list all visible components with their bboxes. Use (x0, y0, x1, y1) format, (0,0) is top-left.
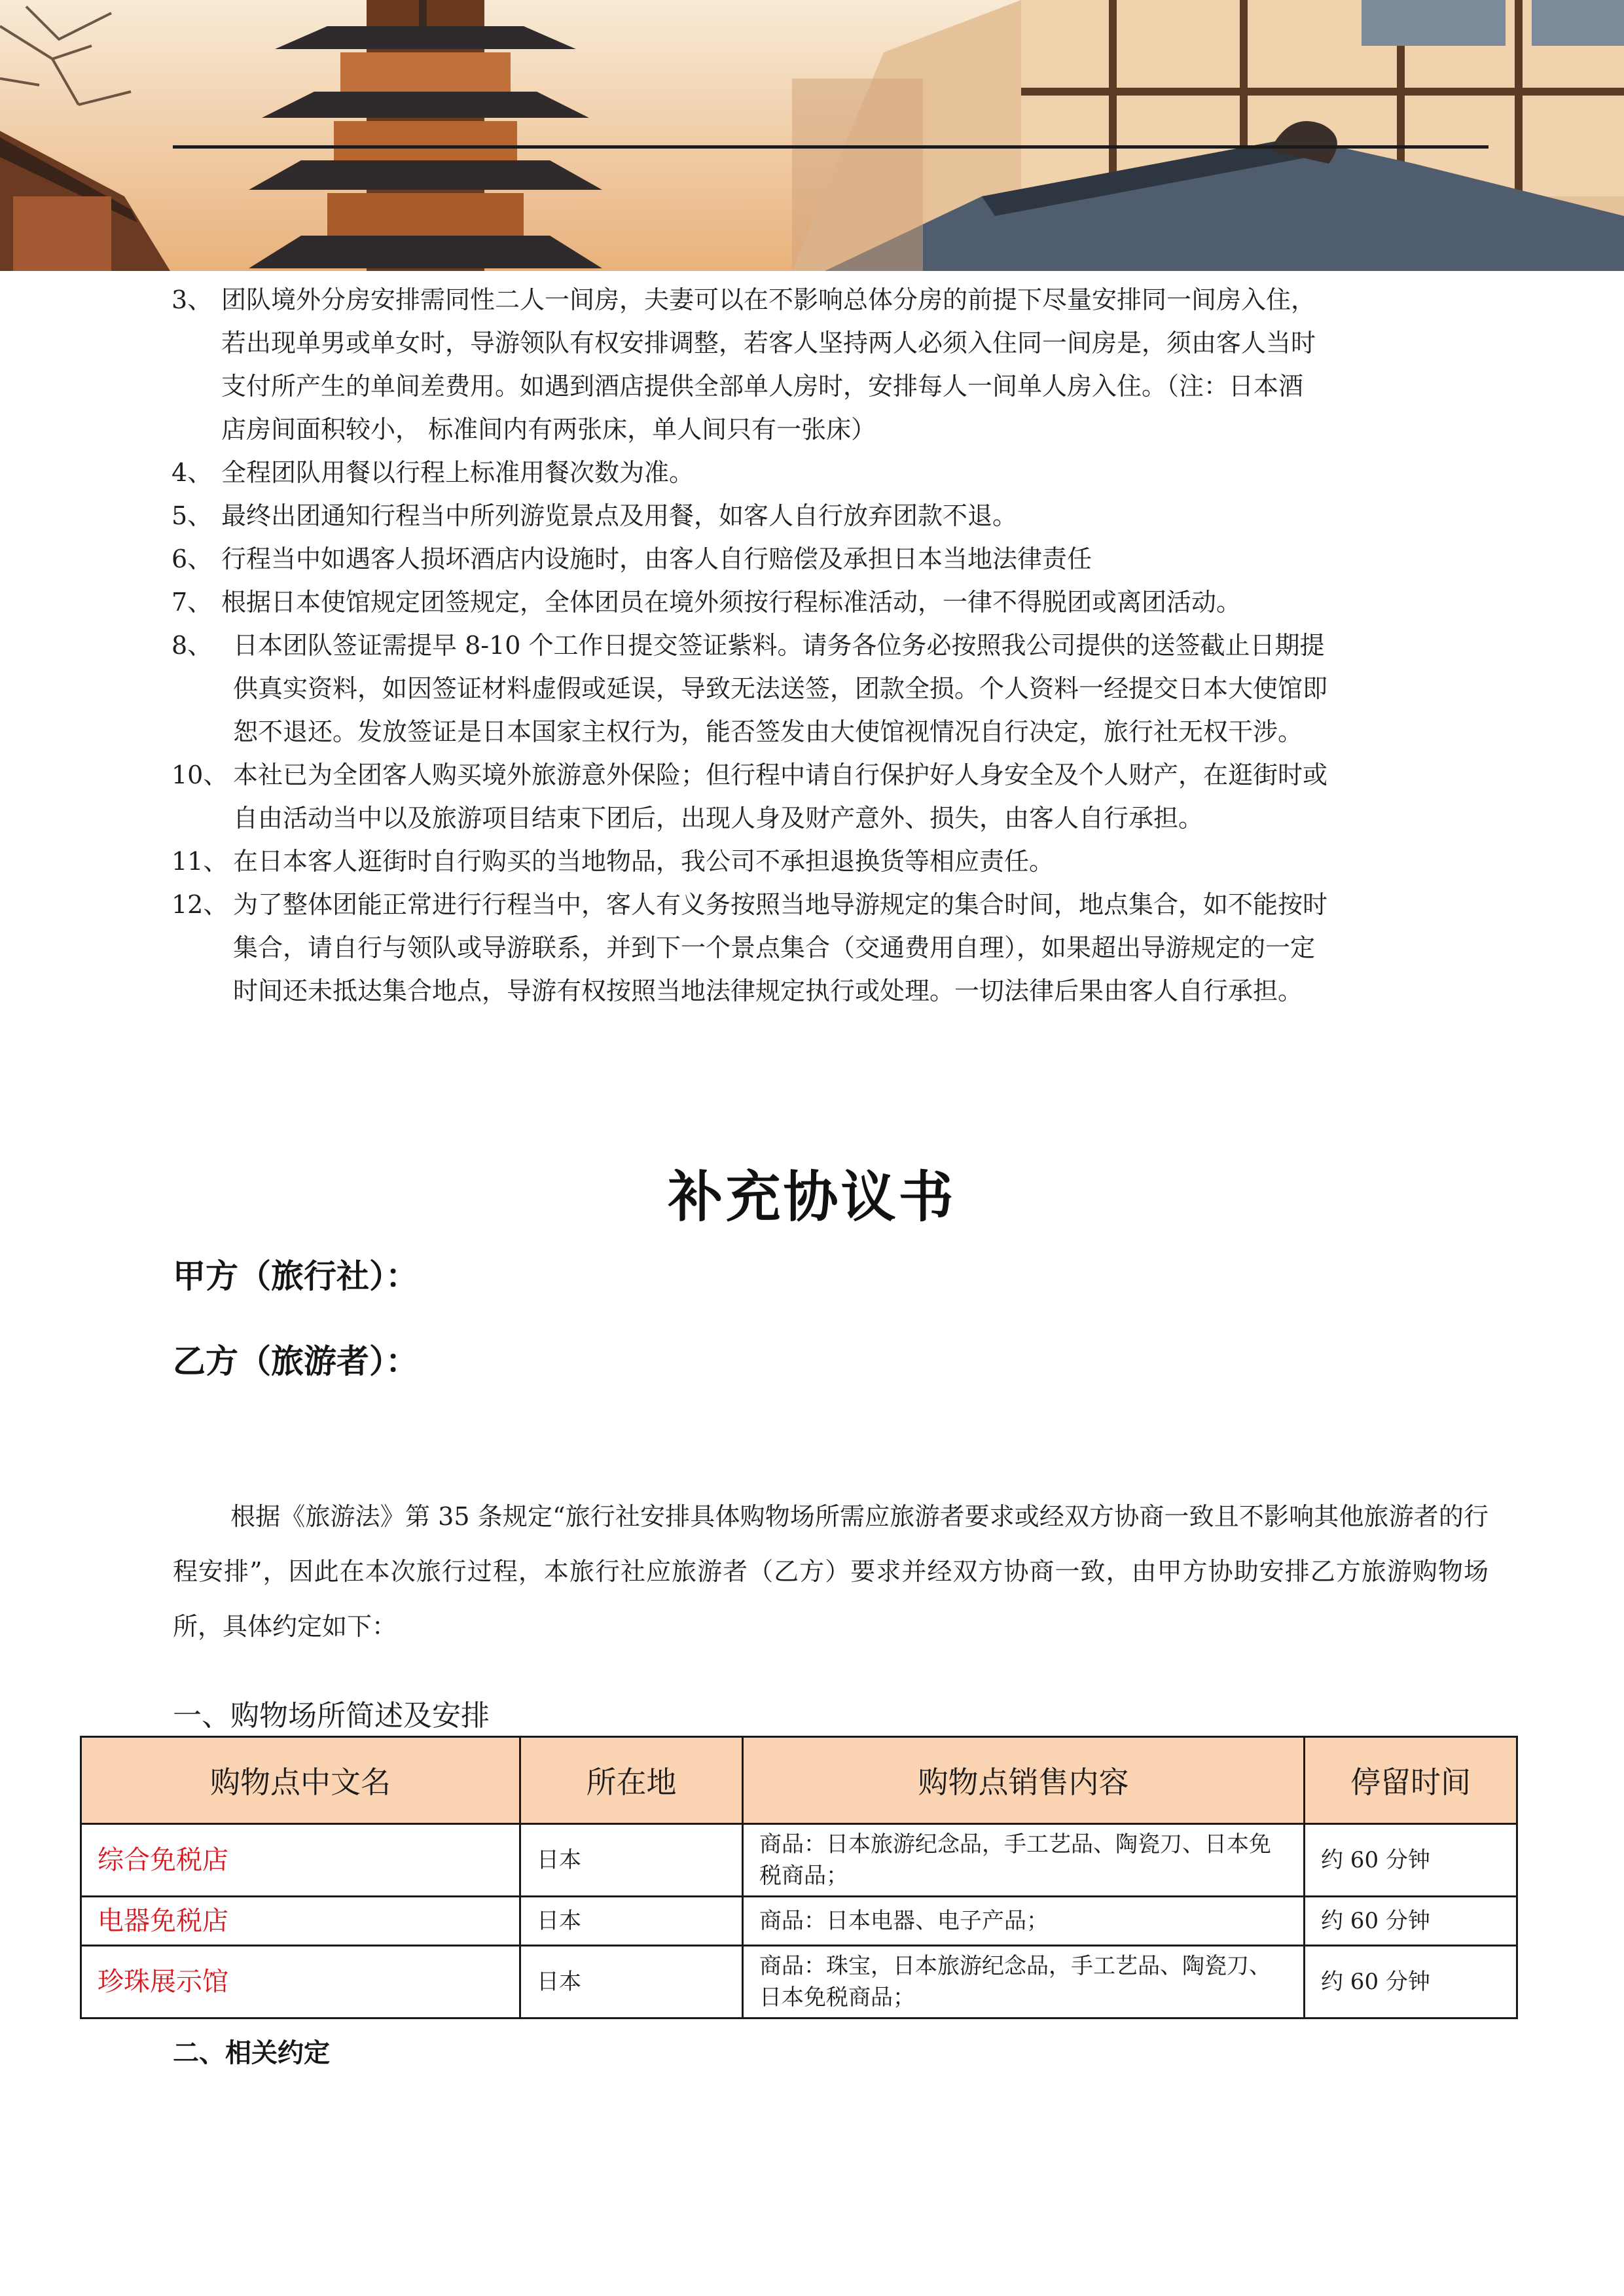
clause-number: 7、 (171, 588, 213, 617)
table-row (81, 1897, 1517, 1946)
stay-time-cell: 约 60 分钟 (1305, 1897, 1517, 1946)
location-cell: 日本 (520, 1824, 743, 1897)
table-row (81, 1946, 1517, 2018)
pagoda-illustration (0, 0, 1624, 271)
clause-number: 12、 (171, 890, 228, 919)
clause-line: 全程团队用餐以行程上标准用餐次数为准。 (221, 458, 695, 487)
shopping-table (80, 1736, 1518, 2019)
clause-number: 8、 (171, 631, 213, 660)
clause-line: 店房间面积较小， 标准间内有两张床，单人间只有一张床） (221, 415, 876, 444)
clause-line: 团队境外分房安排需同性二人一间房，夫妻可以在不影响总体分房的前提下尽量安排同一间房入住， (221, 285, 1316, 314)
clause-number: 3、 (171, 285, 213, 314)
clause-line: 根据日本使馆规定团签规定，全体团员在境外须按行程标准活动，一律不得脱团或离团活动。 (221, 588, 1242, 617)
header-shop-name: 购物点中文名 (81, 1737, 520, 1824)
clause-line: 本社已为全团客人购买境外旅游意外保险；但行程中请自行保护好人身安全及个人财产，在逛街时或 (233, 761, 1328, 789)
header-divider-line (173, 145, 1489, 149)
clause-line: 恕不退还。发放签证是日本国家主权行为，能否签发由大使馆视情况自行决定，旅行社无权干涉。 (233, 717, 1303, 746)
clause-line: 日本团队签证需提早 8-10 个工作日提交签证紫料。请务各位务必按照我公司提供的送签截止日期提 (233, 631, 1325, 660)
location-cell: 日本 (520, 1897, 743, 1946)
clause-list (171, 278, 1494, 1013)
section-two-heading: 二、相关约定 (173, 2038, 330, 2068)
shop-name-cell: 综合免税店 (81, 1824, 520, 1897)
sales-content-cell: 商品：珠宝，日本旅游纪念品，手工艺品、陶瓷刀、日本免税商品； (743, 1946, 1305, 2018)
stay-time-cell: 约 60 分钟 (1305, 1946, 1517, 2018)
clause-line: 最终出团通知行程当中所列游览景点及用餐，如客人自行放弃团款不退。 (221, 501, 1018, 530)
clause-line: 时间还未抵达集合地点，导游有权按照当地法律规定执行或处理。一切法律后果由客人自行承担。 (233, 977, 1303, 1005)
clause-4 (171, 451, 1494, 494)
clause-number: 4、 (171, 458, 213, 487)
clause-number: 5、 (171, 501, 213, 530)
intro-paragraph: 根据《旅游法》第 35 条规定“旅行社安排具体购物场所需应旅游者要求或经双方协商一致且不影响其他旅游者的行程安排”，因此在本次旅行过程，本旅行社应旅游者（乙方）要求并经双方协商一致，由甲方协助安排乙方旅游购物场所，具体约定如下： (173, 1502, 1489, 1641)
clause-number: 6、 (171, 545, 213, 573)
clause-5 (171, 494, 1494, 537)
stay-time-cell: 约 60 分钟 (1305, 1824, 1517, 1897)
clause-line: 为了整体团能正常进行行程当中，客人有义务按照当地导游规定的集合时间，地点集合，如不能按时 (233, 890, 1328, 919)
sales-content-cell: 商品：日本电器、电子产品； (743, 1897, 1305, 1946)
header-sales-content: 购物点销售内容 (743, 1737, 1305, 1824)
section-one-heading: 一、购物场所简述及安排 (173, 1699, 490, 1732)
clause-line: 在日本客人逛街时自行购买的当地物品，我公司不承担退换货等相应责任。 (233, 847, 1055, 876)
table-header-row (81, 1737, 1517, 1824)
clause-line: 若出现单男或单女时，导游领队有权安排调整，若客人坚持两人必须入住同一间房是，须由客人当时 (221, 329, 1316, 357)
clause-10 (171, 753, 1494, 840)
clause-3 (171, 278, 1494, 451)
clause-line: 供真实资料，如因签证材料虚假或延误，导致无法送签，团款全损。个人资料一经提交日本大使馆即 (233, 674, 1328, 703)
party-b-label: 乙方（旅游者）： (173, 1342, 418, 1380)
party-a-label: 甲方（旅行社）： (173, 1257, 418, 1295)
location-cell: 日本 (520, 1946, 743, 2018)
clause-number: 11、 (171, 847, 228, 876)
shop-name-cell: 珍珠展示馆 (81, 1946, 520, 2018)
header-banner-image (0, 0, 1624, 271)
clause-line: 自由活动当中以及旅游项目结束下团后，出现人身及财产意外、损失，由客人自行承担。 (233, 804, 1204, 833)
clause-8 (171, 624, 1494, 753)
sales-content-cell: 商品：日本旅游纪念品，手工艺品、陶瓷刀、日本免税商品； (743, 1824, 1305, 1897)
clause-6 (171, 537, 1494, 581)
clause-11 (171, 840, 1494, 883)
clause-7 (171, 581, 1494, 624)
shop-name-cell: 电器免税店 (81, 1897, 520, 1946)
header-stay-time: 停留时间 (1305, 1737, 1517, 1824)
clause-number: 10、 (171, 761, 228, 789)
clause-line: 行程当中如遇客人损坏酒店内设施时，由客人自行赔偿及承担日本当地法律责任 (221, 545, 1092, 573)
agreement-title: 补充协议书 (668, 1165, 956, 1229)
header-location: 所在地 (520, 1737, 743, 1824)
clause-line: 支付所产生的单间差费用。如遇到酒店提供全部单人房时，安排每人一间单人房入住。（注：日本酒 (221, 372, 1304, 401)
clause-12 (171, 883, 1494, 1013)
table-row (81, 1824, 1517, 1897)
clause-line: 集合，请自行与领队或导游联系，并到下一个景点集合（交通费用自理），如果超出导游规定的一定 (233, 933, 1316, 962)
